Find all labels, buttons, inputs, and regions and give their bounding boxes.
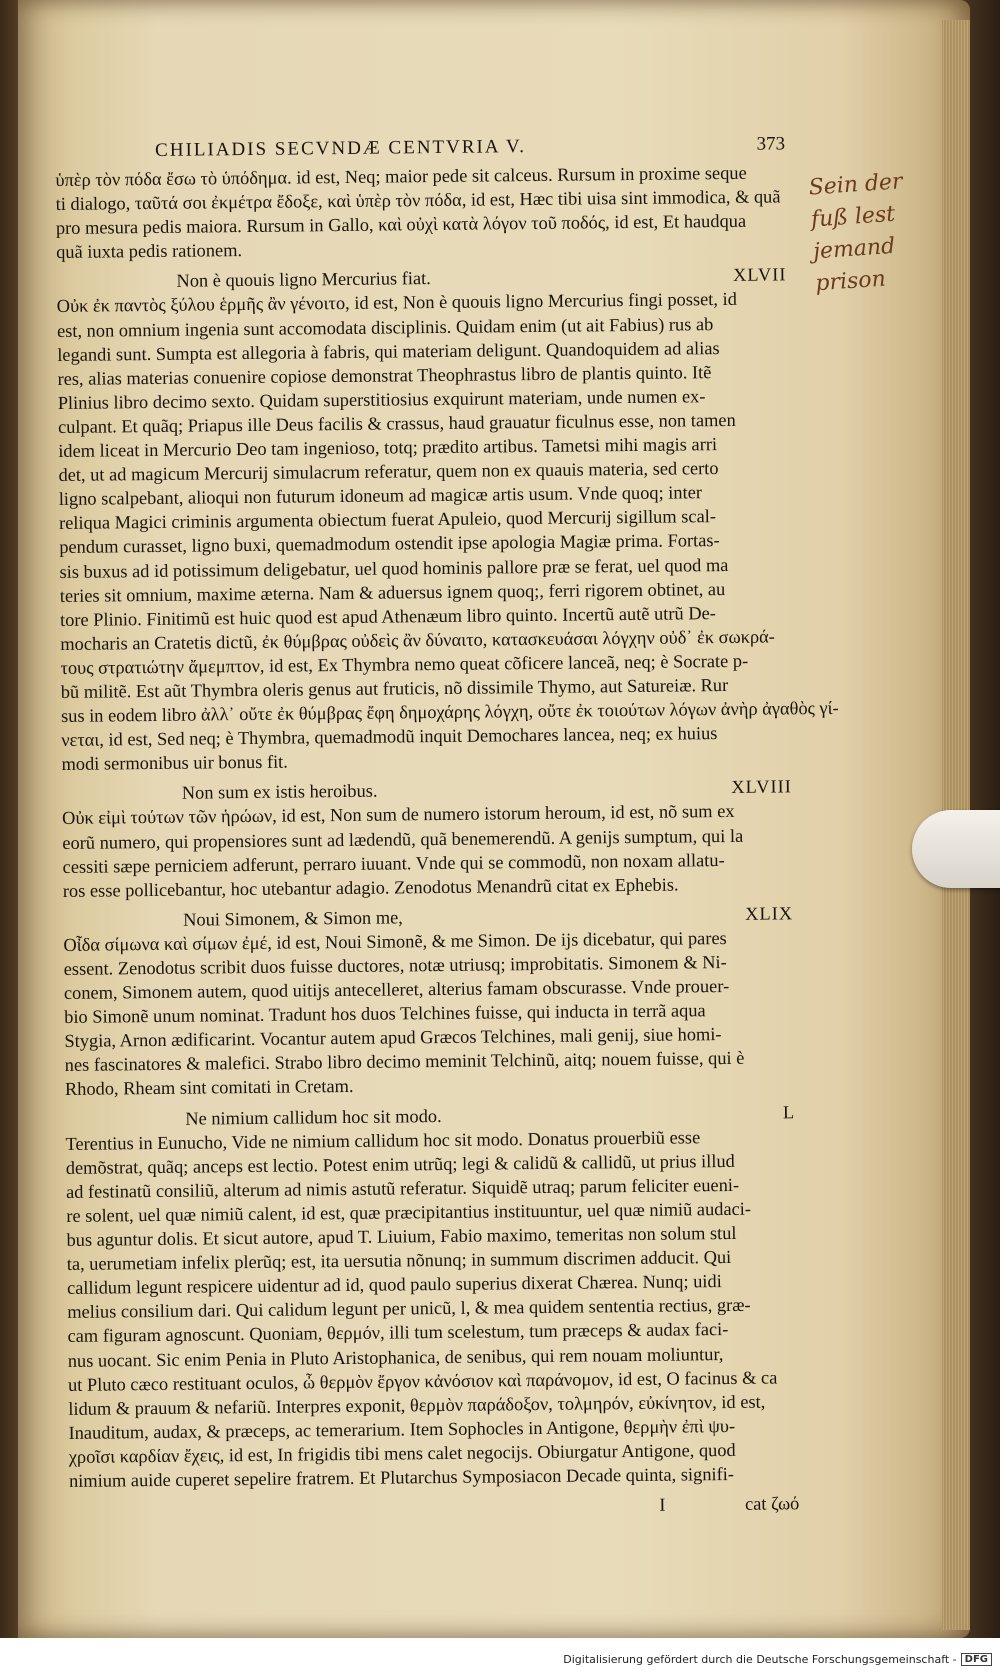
printed-text (55, 132, 839, 1523)
text-line: res, alias materias conuenire copiose demonstrat Theophrastus libro de plantis quinto. Itẽ (57, 361, 712, 389)
text-line: χροῖσι καρδίαν ἔχεις, id est, In frigidis tibi mens calet negocijs. Obiurgatur Antigone, quod (68, 1439, 736, 1467)
adage-entry (65, 1100, 799, 1499)
adage-entry (63, 901, 795, 1107)
adage-number: XLIX (745, 903, 794, 924)
text-line: callidum legunt respicere uidentur ad id, quod paulo superius dixerat Chærea. Nunq; uidi (66, 1271, 722, 1299)
text-line: teries sit omnium, maxime æterna. Nam & aduersus ignem quoq;, ferri rigorem obtinet, au (59, 578, 726, 606)
adage-title: Ne nimium callidum hoc sit modo. (185, 1105, 442, 1129)
text-line: essent. Zenodotus scribit duos fuisse ductores, notæ utriusq; improbitatis. Simonem & Ni- (63, 952, 727, 979)
text-line: sus in eodem libro ἀλλ᾽ οὔτε ἐκ θύμβρας ἔφη δημοχάρης λόγχη, οὔτε ἐκ τοιούτων λόγων ἀνὴρ ἀγαθὸς γί- (60, 697, 839, 727)
text-line: conem, Simonem autem, quod uitijs antecelleret, alterius famam obscurasse. Vnde prouer- (63, 976, 730, 1004)
adage-number: XLVIII (731, 776, 792, 798)
text-line: νεται, id est, Sed neq; è Thymbra, quemadmodũ inquit Demochares lancea, neq; ex huius (61, 723, 718, 751)
text-line: culpant. Et quãq; Priapus ille Deus facilis & crassus, haud grauatur ficulnus esse, non tamen (57, 409, 736, 437)
text-line: Inauditum, audax, & præceps, ac temerarium. Item Sophocles in Antigone, θερμὴν ἐπὶ ψυ- (68, 1415, 736, 1443)
text-line: sis buxus ad id potissimum deligebatur, uel quod hominis pallore præ se ferat, uel quod ma (59, 554, 729, 582)
adage-title: Noui Simonem, & Simon me, (183, 907, 403, 930)
text-line: ros esse pollicebantur, hoc utebantur adagio. Zenodotus Menandrũ citat ex Ephebis. (62, 874, 679, 901)
text-line: Stygia, Arnon ædificarint. Vocantur autem apud Græcos Telchines, mali genij, siue homi- (64, 1024, 722, 1052)
text-line: bũ militẽ. Est aũt Thymbra oleris genus aut fruticis, nõ dissimile Thymo, aut Satureiæ. Rur (60, 674, 729, 702)
adage-number: XLVII (732, 264, 787, 286)
running-title: CHILIADIS SECVNDÆ CENTVRIA V. (155, 136, 527, 161)
text-line: τους στρατιώτην ἄμεμπτον, id est, Ex Thymbra nemo queat cõficere lanceã, neq; è Socrate p- (60, 650, 749, 678)
margin-note-line: Sein der (807, 169, 904, 201)
text-line: cam figuram agnoscunt. Quoniam, θερμόν, illi tum scelestum, tum præceps & audax faci- (67, 1319, 729, 1347)
adage-entry (62, 775, 793, 909)
text-line: ὑπὲρ τὸν πόδα ἔσω τὸ ὑπόδημα. id est, Neq; maior pede sit calceus. Rursum in proxime seque (55, 162, 747, 190)
dfg-logo: DFG (961, 1653, 992, 1666)
text-line: quã iuxta pedis rationem. (56, 240, 243, 263)
digitization-credit (0, 1648, 1000, 1670)
text-line: nus uocant. Sic enim Penia in Pluto Aristophanica, de senibus, qui rem nouam moliuntur, (67, 1343, 724, 1371)
adage-entry (56, 263, 839, 783)
text-line: bio Simonẽ unum nominat. Tradunt hos duos Telchines fuisse, qui inducta in terrã aqua (64, 1000, 706, 1028)
adage-title: Non è quouis ligno Mercurius fiat. (176, 268, 431, 292)
text-line: nes fascinatores & malefici. Strabo libro decimo meminit Telchinũ, aitq; nouem fuisse, qui è (64, 1048, 745, 1076)
text-line: melius consilium dari. Qui calidum legunt per unicũ, l, & mea quidem sententia rectius, græ- (67, 1295, 751, 1323)
text-line: Rhodo, Rheam sint comitati in Cretam. (64, 1076, 354, 1100)
margin-note-line: fuß lest jemand (810, 201, 896, 265)
text-line: idem liceat in Mercurio Deo tam ingenioso, totq; prædito artibus. Tametsi mihi magis arri (58, 434, 718, 462)
text-line: reliqua Magici criminis argumenta obiectum fuerat Apuleio, quod Mercurij sigillum scal- (58, 506, 717, 534)
text-line: Terentius in Eunucho, Vide ne nimium callidum hoc sit modo. Donatus prouerbiũ esse (65, 1126, 701, 1154)
text-line: Οἶδα σίμωνα καὶ σίμων ἐμέ, id est, Noui Simonẽ, & me Simon. De ijs dicebatur, qui pares (63, 927, 727, 955)
text-line: ad festinatũ consiliũ, alterum ad nimis astutũ referatur. Siquidẽ utraq; parum feliciter eueni- (65, 1174, 740, 1202)
text-line: Plinius libro decimo sexto. Quidam superstitiosius exquirunt materiam, unde numen ex- (57, 386, 706, 413)
text-line: ut Pluto cæco restituant oculos, ὦ θερμὸν ἔργον κἀνόσιον καὶ παράνομον, id est, O facinus & ca (67, 1367, 778, 1395)
text-line: lidum & prauum & nefariũ. Interpres exponit, θερμὸν παράδοξον, τολμηρόν, εὐκίνητον, id est, (68, 1391, 766, 1419)
credit-text: Digitalisierung gefördert durch die Deutsche Forschungsgemeinschaft - (563, 1652, 957, 1666)
text-line: Οὐκ εἰμὶ τούτων τῶν ἡρώων, id est, Non sum de numero istorum heroum, id est, nõ sum ex (61, 801, 735, 829)
text-line: pendum curasset, ligno buxi, quemadmodum ostendit ipse apologia Magiæ prima. Fortas- (59, 530, 720, 558)
adage-entries (56, 263, 839, 1499)
text-line: modi sermonibus uir bonus fit. (61, 751, 288, 775)
folio-number: 373 (756, 133, 786, 155)
text-line: ta, uerumetiam infelix plerũq; est, ita uersutia nõnunq; in summum discrimen adducit. Qui (66, 1247, 732, 1275)
opening-lines (55, 160, 786, 264)
text-line: legandi sunt. Sumpta est allegoria à fabris, qui materiam deligunt. Quandoquidem ad alias (57, 337, 720, 365)
text-line: eorũ numero, qui propensiores sunt ad lædendũ, quã benemerendũ. A genijs sumptum, qui la (62, 825, 744, 853)
text-line: nimium auide cuperet sepelire fratrem. Et Plutarchus Symposiacon Decade quinta, signifi- (68, 1463, 735, 1491)
adage-number: L (782, 1101, 796, 1122)
text-line: mocharis an Cratetis dictũ, ἐκ θύμβρας οὐδεὶς ἂν δύναιτο, κατασκευάσαι λόγχην οὐδ᾽ ἐκ σωκρά- (60, 626, 775, 654)
text-line: ti dialogo, ταῦτά σοι ἐκμέτρα ἔδοξε, καὶ ὑπὲρ τὸν πόδα, id est, Hæc tibi uisa sint immodica, & quã (55, 186, 781, 215)
catchword: cat ζωό (744, 1493, 800, 1514)
text-line: Οὐκ ἐκ παντὸς ξύλου ἑρμῆς ἂν γένοιτο, id est, Non è quouis ligno Mercurius fingi posset, id (56, 289, 737, 317)
text-line: pro mesura pedis maiora. Rursum in Gallo, καὶ οὐχὶ κατὰ λόγον τοῦ ποδός, id est, Et haudqua (55, 210, 747, 239)
text-line: est, non omnium ingenia sunt accomodata disciplinis. Quidam enim (ut ait Fabius) rus ab (56, 313, 714, 341)
text-line: ligno scalpebant, alioqui non futurum idoneum ad magicæ artis usum. Vnde quoq; inter (58, 482, 703, 510)
text-line: re solent, uel quæ nimiũ calent, id est, quæ præcipitantius instituuntur, uel quæ nimiũ audaci- (66, 1198, 752, 1226)
adage-title: Non sum ex istis heroibus. (181, 781, 378, 804)
bookmark-tab (912, 810, 1000, 888)
text-line: det, ut ad magicum Mercurij simulacrum referatur, quem non ex quauis materia, sed certo (58, 458, 719, 486)
text-line: cessiti sæpe perniciem adferunt, perraro iuuant. Vnde qui se commodũ, non noxam allatu- (62, 849, 725, 877)
margin-note-line: prison (814, 266, 887, 297)
text-line: bus aguntur dolis. Et sicut autore, apud T. Liuium, Fabio maximo, temeritas non solum stul (66, 1222, 737, 1250)
handwritten-margin-note (808, 164, 947, 301)
text-line: demõstrat, quãq; anceps est lectio. Potest enim utrũq; legi & calidũ & callidũ, ut prius illud (65, 1150, 735, 1178)
signature-mark: I (659, 1494, 666, 1515)
text-line: tore Plinio. Finitimũ est huic quod est apud Athenæum libro quinto. Incertũ autẽ utrũ De- (59, 602, 716, 630)
